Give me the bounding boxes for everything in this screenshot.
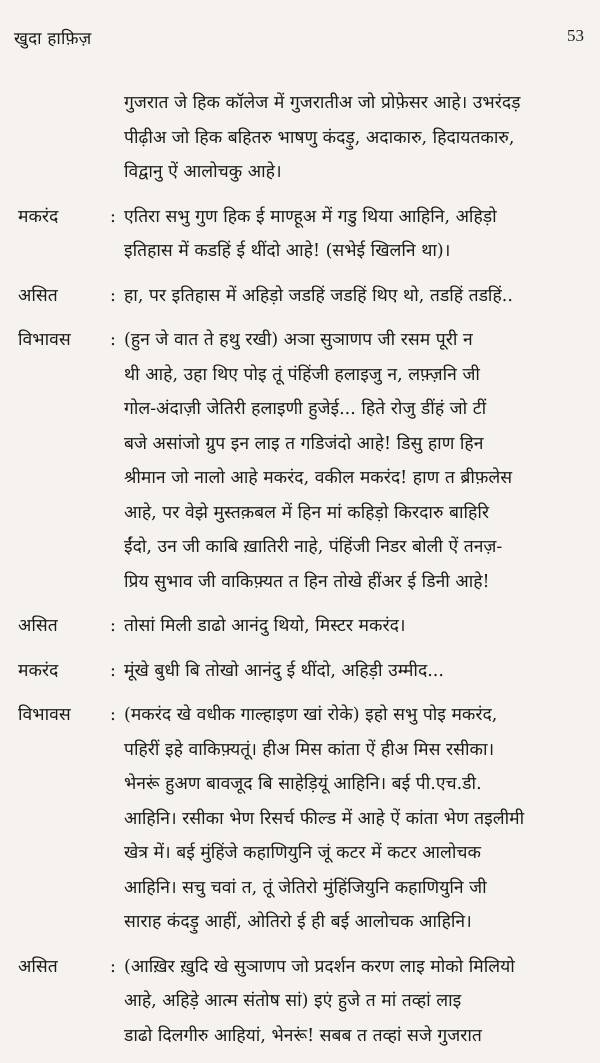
speaker-colon: :	[110, 956, 116, 977]
dialogue-paragraph	[18, 323, 592, 599]
text-line: इतिहास में कडहिं ई थींदो आहे! (सभेई खिलनि था)।	[124, 241, 451, 261]
text-line: हा, पर इतिहास में अहिड़ो जडहिं जडहिं थिए थो, तडहिं तडहिं..	[124, 285, 513, 306]
text-line: खेत्र में। बई मुंहिंजे कहाणियुनि जूं कटर में कटर आलोचक	[124, 843, 481, 863]
dialogue-paragraph	[18, 698, 592, 940]
text-line: पीढ़ीअ जो हिक बहितरु भाषणु कंदड़ु, अदाकारु, हिदायतकारु,	[124, 127, 515, 148]
text-line: प्रिय सुभाव जी वाकिफ़्यत त हिन तोखे हींअर ई डिनी आहे!	[124, 571, 490, 592]
text-line: बजे असांजो ग्रुप इन लाइ त गडिजंदो आहे! डिसु हाण हिन	[124, 433, 484, 454]
speaker-name: विभावस	[18, 705, 71, 725]
text-line: गोल-अंदाज़ी जेतिरी हलाइणी हुजेई... हिते रोजु डींहं जो टीं	[124, 399, 487, 419]
speaker-name: विभावस	[18, 330, 71, 350]
text-line: आहे, पर वेझे मुस्तक़बल में हिन मां कहिड़ो किरदारु बाहिरि	[124, 502, 490, 523]
text-line: साराह कंदड़ु आहीं, ओतिरो ई ही बई आलोचक आहिनि।	[124, 912, 472, 932]
speaker-name: असित	[18, 285, 58, 306]
text-line: मूंखे बुधी बि तोखो आनंदु ई थींदो, अहिड़ी उम्मीद...	[124, 660, 444, 681]
dialogue-text	[124, 609, 592, 644]
running-title: खुदा हाफ़िज़	[14, 29, 92, 49]
text-line: थी आहे, उहा थिए पोइ तूं पंहिंजी हलाइजु न, लफ़्ज़नि जी	[124, 364, 480, 385]
dialogue-paragraph	[18, 200, 592, 269]
text-line: आहिनि। सचु चवां त, तूं जेतिरो मुंहिंजियुनि कहाणियुनि जी	[124, 877, 487, 898]
dialogue-text	[124, 323, 592, 599]
dialogue-paragraph	[18, 279, 592, 314]
speaker-colon: :	[110, 705, 116, 725]
speaker-colon: :	[110, 285, 116, 306]
text-line: डाढो दिलगीरु आहियां, भेनरूं! सबब त तव्हां सजे गुजरात	[124, 1025, 482, 1046]
dialogue-paragraph	[18, 654, 592, 689]
speaker-name: मकरंद	[18, 660, 59, 681]
text-line: पहिरीं इहे वाकिफ़्यतूं। हीअ मिस कांता ऐं हीअ मिस रसीका।	[124, 739, 495, 760]
text-line: श्रीमान जो नालो आहे मकरंद, वकील मकरंद! हाण त ब्रीफ़लेस	[124, 468, 513, 488]
speaker-name: असित	[18, 956, 58, 977]
speaker-colon: :	[110, 206, 116, 227]
dialogue-paragraph	[18, 86, 592, 190]
text-line: एतिरा सभु गुण हिक ई माण्हूअ में गडु थिया आहिनि, अहिड़ो	[124, 206, 497, 227]
dialogue-text	[124, 279, 592, 314]
dialogue-paragraph	[18, 950, 592, 1054]
text-line: (आख़िर ख़ुदि खे सुञाणप जो प्रदर्शन करण लाइ मोको मिलियो	[124, 956, 515, 977]
speaker-colon: :	[110, 660, 116, 681]
page-number: 53	[567, 26, 584, 45]
text-line: विद्वानु ऐं आलोचकु आहे।	[124, 162, 282, 182]
dialogue-paragraph	[18, 609, 592, 644]
dialogue-text	[124, 86, 592, 190]
text-line: आहे, अहिड़े आत्म संतोष सां) इएं हुजे त मां तव्हां लाइ	[124, 991, 462, 1011]
dialogue-text	[124, 950, 592, 1054]
play-text	[18, 86, 592, 1063]
dialogue-text	[124, 200, 592, 269]
dialogue-text	[124, 698, 592, 940]
speaker-colon: :	[110, 330, 116, 350]
text-line: आहिनि। रसीका भेण रिसर्च फील्ड में आहे ऐं कांता भेण तइलीमी	[124, 808, 525, 829]
text-line: तोसां मिली डाढो आनंदु थियो, मिस्टर मकरंद।	[124, 616, 406, 636]
text-line: (मकरंद खे वधीक गाल्हाइण खां रोके) इहो सभु पोइ मकरंद,	[124, 705, 498, 725]
speaker-name: मकरंद	[18, 206, 59, 227]
text-line: भेनरूं हुअण बावजूद बि साहेड़ियूं आहिनि। बई पी.एच.डी.	[124, 774, 482, 794]
dialogue-text	[124, 654, 592, 689]
text-line: (हुन जे वात ते हथु रखी) अञा सुञाणप जी रसम पूरी न	[124, 330, 473, 350]
running-header	[14, 26, 584, 54]
speaker-colon: :	[110, 616, 116, 636]
text-line: ईंदो, उन जी काबि ख़ातिरी नाहे, पंहिंजी निडर बोली ऐं तनज़-	[124, 537, 503, 557]
text-line: गुजरात जे हिक कॉलेज में गुजरातीअ जो प्रोफ़ेसर आहे। उभरंदड़	[124, 93, 521, 113]
speaker-name: असित	[18, 616, 58, 636]
